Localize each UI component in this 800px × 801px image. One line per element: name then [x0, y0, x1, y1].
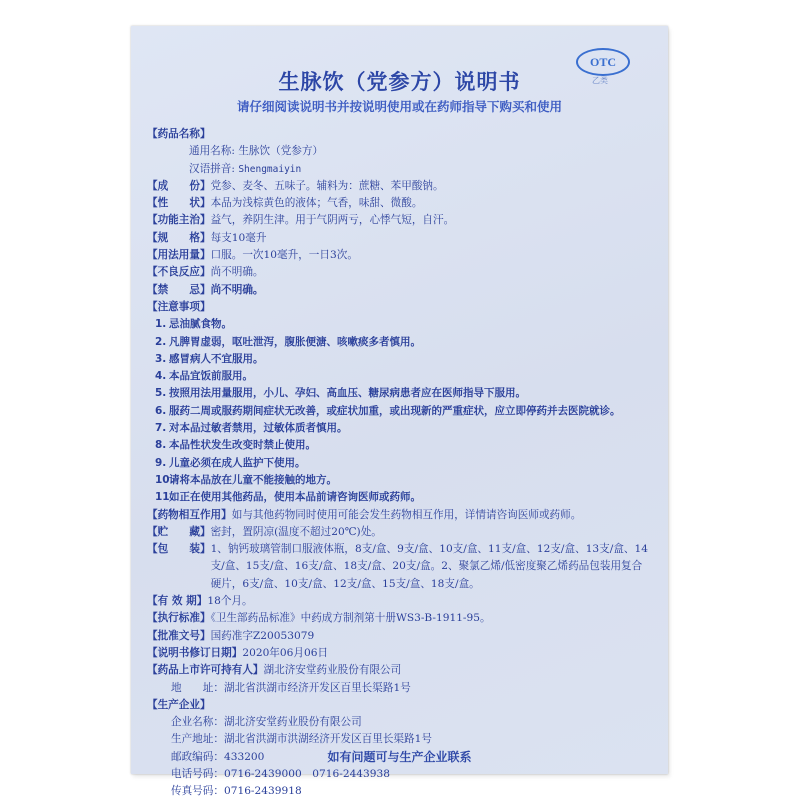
holder-address-value: 湖北省洪湖市经济开发区百里长渠路1号	[223, 681, 411, 694]
specification-value: 每支10毫升	[210, 231, 267, 244]
shelf-life-label: 【有 效 期】	[147, 595, 208, 608]
interaction-value: 如与其他药物同时使用可能会发生药物相互作用，详情请咨询医师或药师。	[231, 508, 582, 521]
approval-number-value: 国药准字Z20053079	[210, 629, 315, 642]
precaution-text: 如正在使用其他药品，使用本品前请咨询医师或药师。	[169, 491, 421, 504]
license-holder-row	[147, 662, 652, 679]
precaution-number: 5.	[155, 387, 167, 400]
phone-row	[147, 766, 652, 783]
precaution-number: 2.	[155, 335, 167, 348]
manufacturer-address-value: 湖北省洪湖市洪湖经济开发区百里长渠路1号	[223, 733, 432, 746]
contraindications-row	[147, 282, 652, 299]
indications-row	[147, 212, 652, 229]
precaution-text: 感冒病人不宜服用。	[169, 352, 264, 365]
fax-value: 0716-2439918	[223, 785, 302, 798]
contraindications-label: 【禁 忌】	[147, 283, 211, 296]
precaution-item	[147, 316, 652, 333]
contact-note: 如有问题可与生产企业联系	[327, 750, 472, 764]
indications-label: 【功能主治】	[147, 214, 211, 227]
approval-number-row	[147, 628, 652, 645]
revision-date-row	[147, 645, 652, 662]
precaution-item	[147, 334, 652, 351]
postal-code-label: 邮政编码：	[171, 750, 224, 763]
dosage-label: 【用法用量】	[147, 249, 211, 262]
precaution-item	[147, 437, 652, 454]
adverse-reactions-row	[147, 264, 652, 281]
storage-value: 密封，置阴凉(温度不超过20℃)处。	[210, 525, 382, 538]
precaution-text: 本品宜饭前服用。	[169, 370, 253, 383]
adverse-reactions-value: 尚不明确。	[210, 266, 264, 279]
revision-date-value: 2020年06月06日	[242, 646, 329, 659]
leaflet-subtitle: 请仔细阅读说明书并按说明使用或在药师指导下购买和使用	[236, 99, 562, 114]
precaution-number: 8.	[155, 439, 167, 452]
precaution-number: 4.	[155, 370, 167, 383]
common-name-label: 通用名称:	[189, 145, 235, 158]
manufacturer-address-label: 生产地址：	[171, 733, 224, 746]
ingredients-label: 【成 份】	[147, 179, 211, 192]
precaution-item	[147, 403, 652, 420]
precaution-text: 本品性状发生改变时禁止使用。	[169, 439, 316, 452]
package-row	[147, 541, 652, 593]
manufacturer-name-row	[147, 714, 652, 731]
dosage-row	[147, 247, 652, 264]
otc-category-label: 乙类	[592, 76, 608, 85]
precaution-number: 3.	[155, 352, 167, 365]
license-holder-label: 【药品上市许可持有人】	[147, 664, 264, 677]
holder-address-row	[147, 680, 652, 697]
interaction-label: 【药物相互作用】	[147, 508, 232, 521]
package-label: 【包 装】	[147, 543, 211, 556]
precaution-item	[147, 368, 652, 385]
common-name-value: 生脉饮（党参方）	[238, 145, 324, 158]
specification-row	[147, 230, 652, 247]
precaution-item	[147, 472, 652, 489]
dosage-value: 口服。一次10毫升，一日3次。	[210, 249, 358, 262]
postal-code-value: 433200	[223, 750, 265, 763]
precaution-number: 9.	[155, 456, 167, 469]
ingredients-value: 党参、麦冬、五味子。辅料为：蔗糖、苯甲酸钠。	[210, 179, 444, 192]
common-name-row	[147, 143, 652, 160]
precaution-number: 11.	[155, 491, 174, 504]
leaflet-sheet	[131, 26, 668, 798]
holder-address-label: 地 址：	[171, 681, 224, 694]
shelf-life-row	[147, 593, 652, 610]
precaution-text: 请将本品放在儿童不能接触的地方。	[169, 473, 337, 486]
pinyin-row	[147, 161, 652, 178]
otc-badge: OTC	[576, 48, 630, 76]
pinyin-value: Shengmaiyin	[238, 163, 302, 175]
leaflet-title: 生脉饮（党参方）说明书	[278, 70, 521, 94]
standard-value: 《卫生部药品标准》中药成方制剂第十册WS3-B-1911-95。	[210, 612, 491, 625]
precaution-item	[147, 420, 652, 437]
package-value: 1、钠钙玻璃管制口服液体瓶，8支/盒、9支/盒、10支/盒、11支/盒、12支/盒、13支/盒、14支/盒、15支/盒、16支/盒、18支/盒、20支/盒。2、聚氯乙烯/低密度聚乙烯药品包装用复合硬片，6支/盒、10支/盒、12支/盒、15支/盒、18支/盒。	[210, 543, 649, 590]
precaution-text: 对本品过敏者禁用，过敏体质者慎用。	[169, 422, 348, 435]
phone-value: 0716-2439000 0716-2443938	[223, 767, 391, 780]
shelf-life-value: 18个月。	[207, 595, 253, 608]
precaution-item	[147, 385, 652, 402]
appearance-row	[147, 195, 652, 212]
manufacturer-heading: 【生产企业】	[147, 698, 211, 711]
precaution-item	[147, 489, 652, 506]
manufacturer-name-value: 湖北济安堂药业股份有限公司	[223, 716, 362, 729]
precaution-item	[147, 455, 652, 472]
storage-label: 【贮 藏】	[147, 525, 211, 538]
contraindications-value: 尚不明确。	[210, 283, 264, 296]
drug-name-heading: 【药品名称】	[147, 128, 211, 140]
precautions-heading: 【注意事项】	[147, 300, 211, 313]
precaution-number: 6.	[155, 404, 167, 417]
pinyin-label: 汉语拼音:	[189, 162, 235, 175]
precaution-number: 1.	[155, 318, 167, 331]
leaflet-body	[147, 126, 652, 801]
appearance-value: 本品为浅棕黄色的液体；气香，味甜、微酸。	[210, 197, 423, 210]
indications-value: 益气，养阴生津。用于气阴两亏，心悸气短，自汗。	[210, 214, 455, 227]
appearance-label: 【性 状】	[147, 197, 211, 210]
specification-label: 【规 格】	[147, 231, 211, 244]
precaution-text: 凡脾胃虚弱，呕吐泄泻，腹胀便溏、咳嗽痰多者慎用。	[169, 335, 421, 348]
precaution-text: 儿童必须在成人监护下使用。	[169, 456, 306, 469]
adverse-reactions-label: 【不良反应】	[147, 266, 211, 279]
fax-row	[147, 783, 652, 800]
interaction-row	[147, 507, 652, 524]
precaution-text: 服药二周或服药期间症状无改善，或症状加重，或出现新的严重症状，应立即停药并去医院就诊。	[169, 404, 621, 417]
manufacturer-address-row	[147, 731, 652, 748]
approval-number-label: 【批准文号】	[147, 629, 211, 642]
phone-label: 电话号码：	[171, 767, 224, 780]
precaution-text: 忌油腻食物。	[169, 318, 232, 331]
ingredients-row	[147, 178, 652, 195]
precaution-number: 10.	[155, 473, 174, 486]
precaution-text: 按照用法用量服用，小儿、孕妇、高血压、糖尿病患者应在医师指导下服用。	[169, 387, 526, 400]
license-holder-value: 湖北济安堂药业股份有限公司	[263, 664, 402, 677]
revision-date-label: 【说明书修订日期】	[147, 646, 243, 659]
standard-row	[147, 610, 652, 627]
manufacturer-name-label: 企业名称：	[171, 716, 224, 729]
storage-row	[147, 524, 652, 541]
standard-label: 【执行标准】	[147, 612, 211, 625]
precaution-number: 7.	[155, 422, 167, 435]
fax-label: 传真号码：	[171, 785, 224, 798]
precaution-item	[147, 351, 652, 368]
